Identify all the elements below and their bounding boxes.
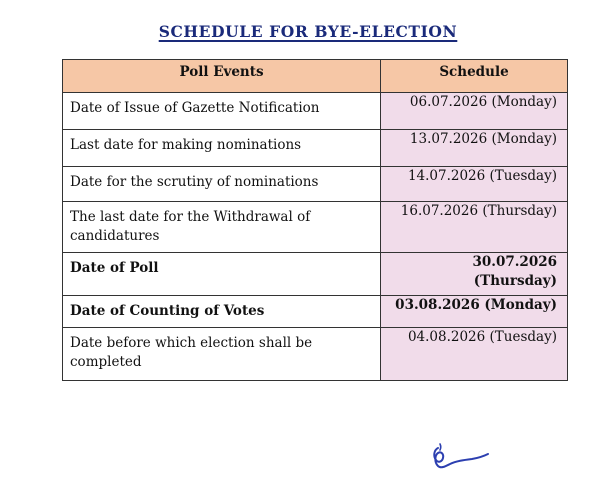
date-value: 03.08.2026 (Monday) [395, 297, 557, 313]
date-value: 14.07.2026 (Tuesday) [407, 168, 557, 184]
table-row [63, 328, 568, 381]
table-header-row [63, 60, 568, 93]
event-cell: Last date for making nominations [63, 130, 381, 167]
schedule-table [62, 59, 568, 381]
table-row-counting-date [63, 296, 568, 328]
column-header-schedule: Schedule [381, 60, 568, 93]
page-title: SCHEDULE FOR BYE-ELECTION [158, 22, 458, 41]
event-cell: Date before which election shall be completed [63, 328, 381, 381]
date-value: 13.07.2026 (Monday) [409, 131, 557, 147]
table-row [63, 202, 568, 253]
date-cell [381, 253, 568, 296]
event-cell: Date for the scrutiny of nominations [63, 167, 381, 202]
date-value: 04.08.2026 (Tuesday) [407, 329, 557, 345]
date-cell [381, 296, 568, 328]
column-header-poll-events: Poll Events [63, 60, 381, 93]
date-cell [381, 130, 568, 167]
event-cell: Date of Issue of Gazette Notification [63, 93, 381, 130]
table-row [63, 130, 568, 167]
date-cell [381, 167, 568, 202]
handwritten-signature-icon [424, 440, 494, 476]
date-value: 06.07.2026 (Monday) [409, 94, 557, 110]
event-cell: The last date for the Withdrawal of candidatures [63, 202, 381, 253]
date-cell [381, 202, 568, 253]
date-value: 16.07.2026 (Thursday) [400, 203, 557, 219]
date-cell [381, 93, 568, 130]
date-cell [381, 328, 568, 381]
table-row [63, 93, 568, 130]
event-cell: Date of Poll [63, 253, 381, 296]
table-row-poll-date [63, 253, 568, 296]
date-value: 30.07.2026 (Thursday) [472, 254, 557, 289]
event-cell: Date of Counting of Votes [63, 296, 381, 328]
table-row [63, 167, 568, 202]
